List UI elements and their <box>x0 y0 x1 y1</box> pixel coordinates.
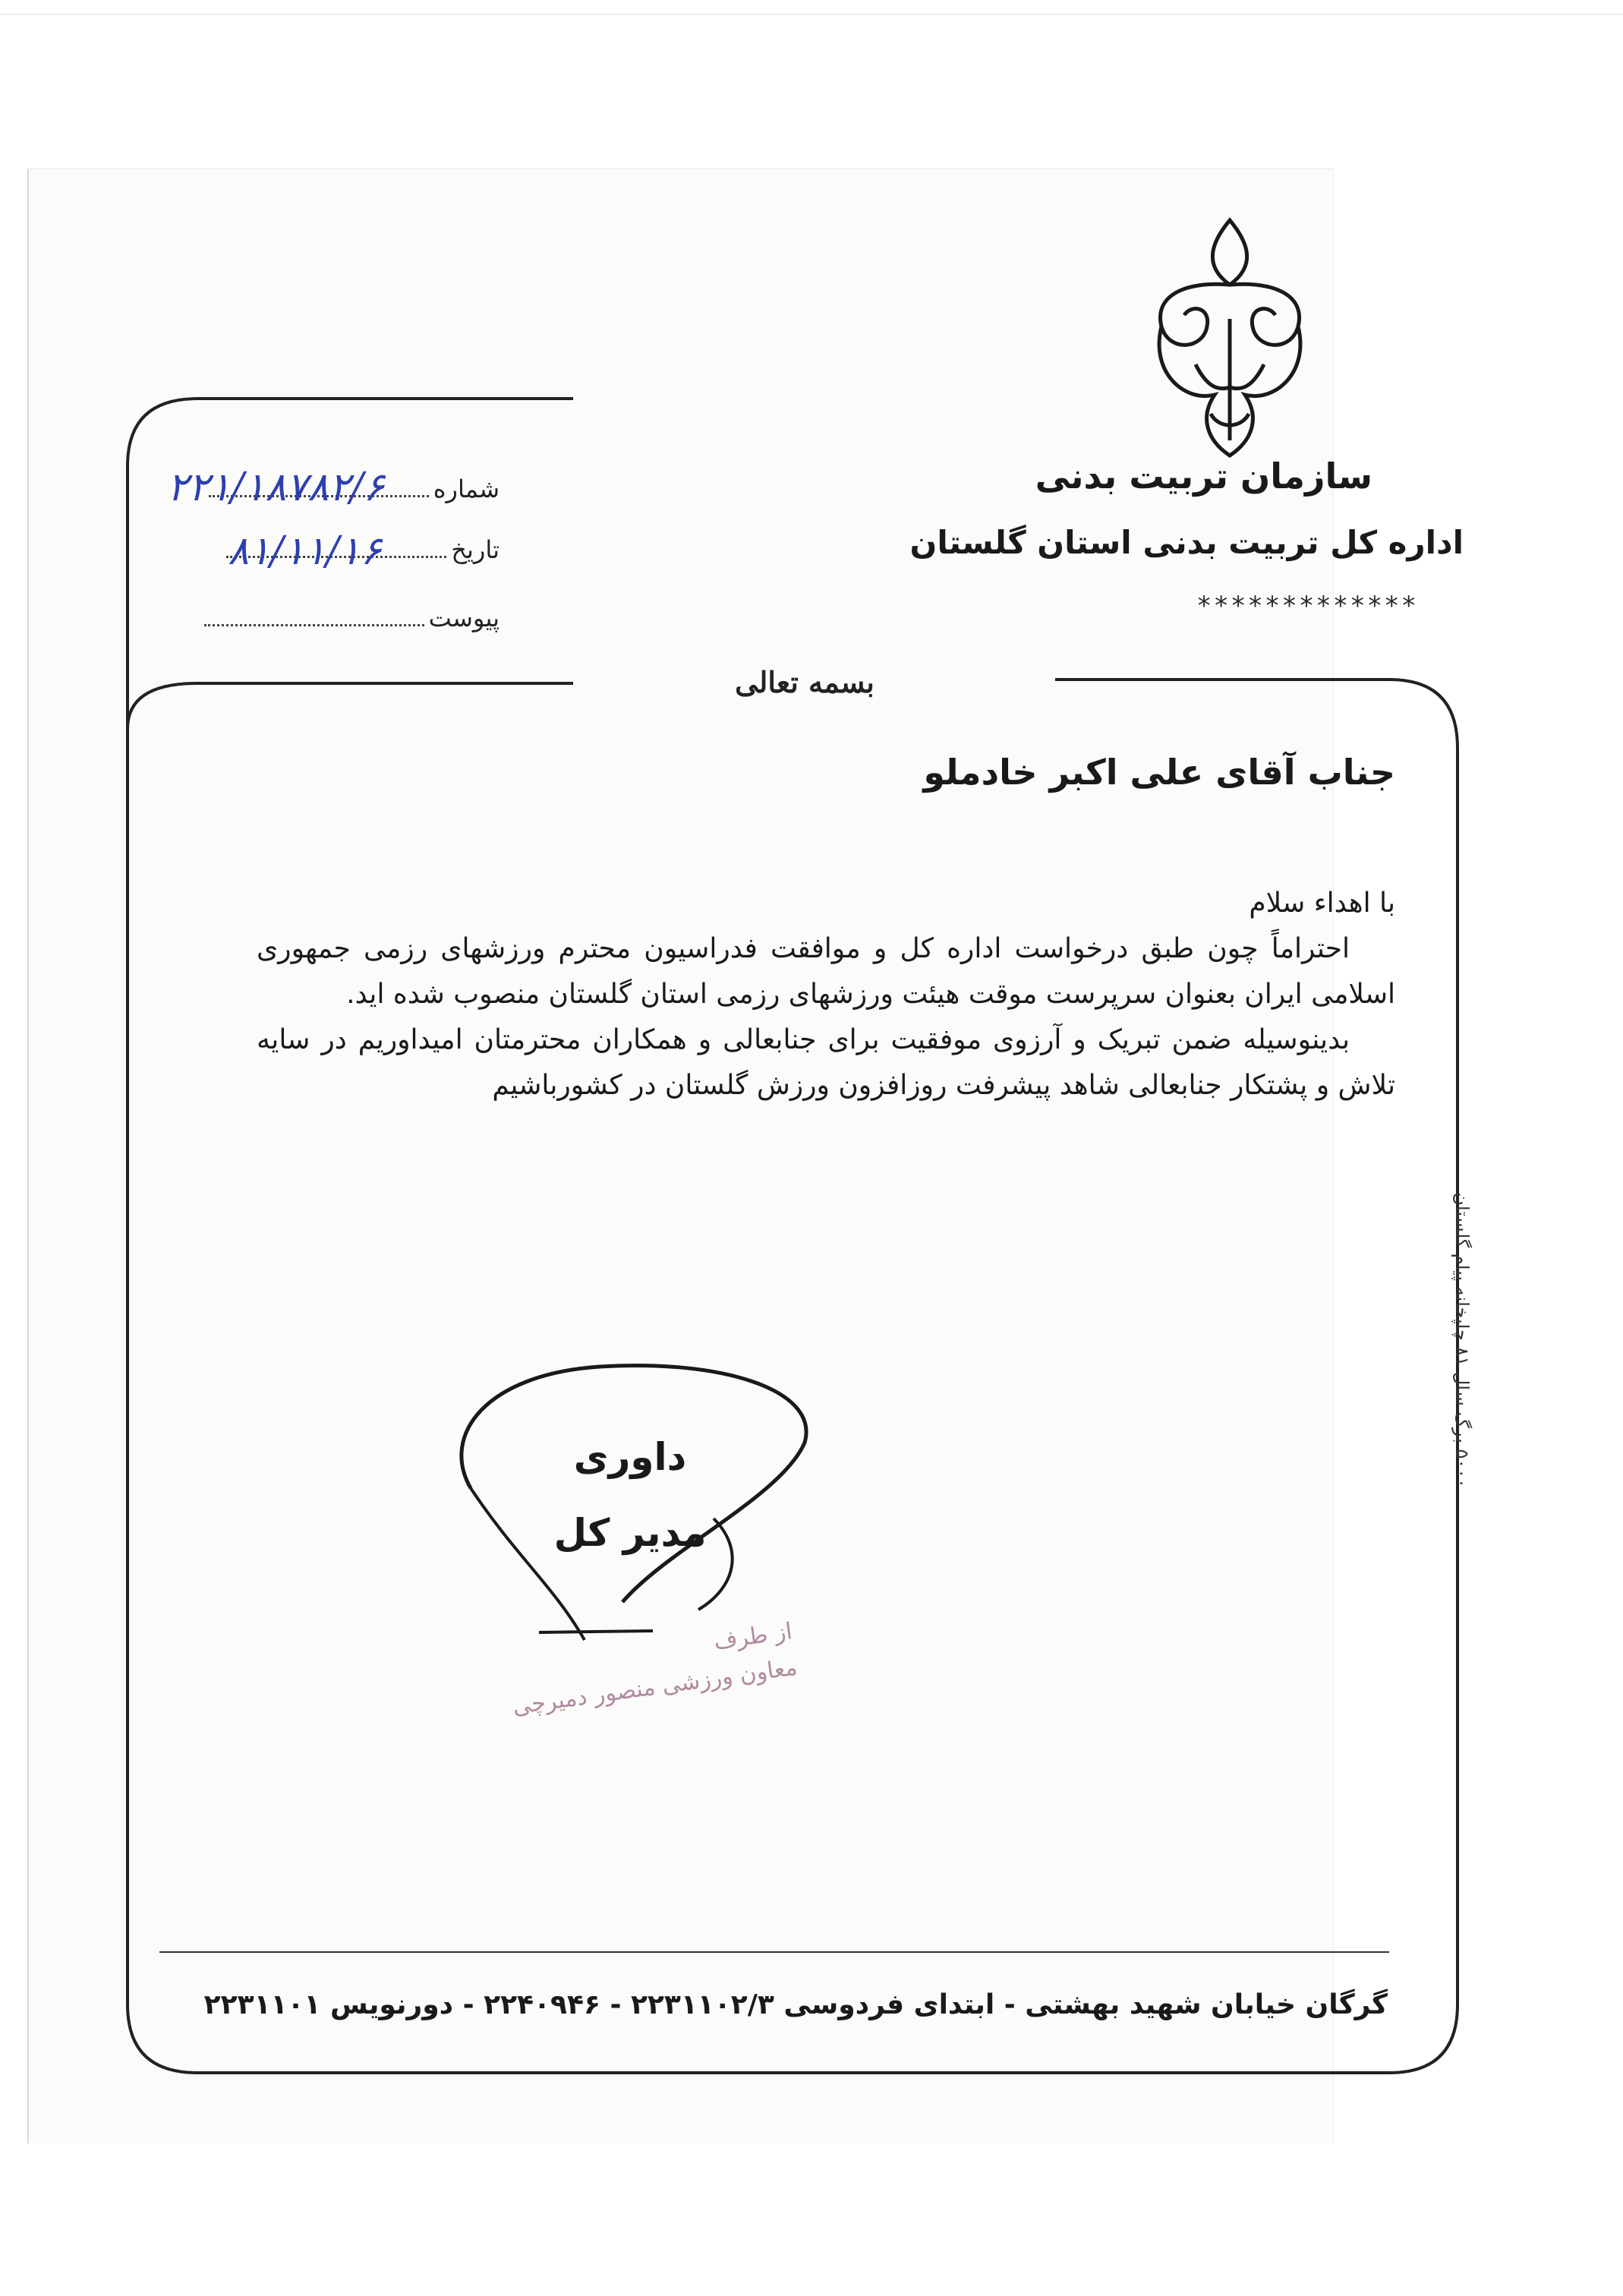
greeting: با اهداء سلام <box>1249 888 1395 919</box>
attachment-label: پیوست <box>428 604 500 632</box>
scan-top-edge <box>0 14 1623 15</box>
letter-number-label: شماره <box>433 475 500 503</box>
footer-address: گرگان خیابان شهید بهشتی - ابتدای فردوسی ۲۲۳۱۱۰۲/۳ - ۲۲۴۰۹۴۶ - دورنویس ۲۲۳۱۱۰۱ <box>203 1989 1388 2020</box>
signatory-name: داوری <box>573 1435 687 1479</box>
organization-logo <box>1139 213 1321 463</box>
letter-date-value: ۸۱/۱۱/۱۶ <box>228 528 382 574</box>
body-paragraph: احتراماً چون طبق درخواست اداره کل و موافقت فدراسیون محترم ورزشهای رزمی جمهوری اسلامی ایران بعنوان سرپرست موقت هیئت ورزشهای رزمی استان گلستان منصوب شده اید. <box>257 933 1395 1010</box>
printer-note: ۵۰۰۰ برگ سال ۸۱ چاپخانه پیام گلستان <box>1451 1192 1473 1488</box>
dotted-line <box>204 624 424 626</box>
signatory-title: مدیر کل <box>553 1511 707 1555</box>
department-name: اداره کل تربیت بدنی استان گلستان <box>909 524 1464 561</box>
letter-body <box>257 881 1395 1109</box>
stamp-line: از طرف <box>711 1617 794 1656</box>
addressee: جناب آقای علی اکبر خادملو <box>923 752 1395 793</box>
body-paragraph: بدینوسیله ضمن تبریک و آرزوی موفقیت برای جنابعالی و همکاران محترمتان امیداوریم در سایه تلاش و پشتکار جنابعالی شاهد پیشرفت روزافزون ورزش گلستان در کشورباشیم <box>257 1024 1395 1101</box>
handwritten-signature <box>425 1359 850 1648</box>
decorative-stars: ************* <box>1196 591 1418 621</box>
letter-date-label: تاریخ <box>451 535 500 564</box>
invocation-heading: بسمه تعالی <box>735 665 875 699</box>
letter-number-value: ۲۲۱/۱۸۷۸۲/۶ <box>167 465 385 510</box>
stamp-line: معاون ورزشی منصور دمیرچی <box>511 1654 799 1720</box>
attachment-field <box>204 604 500 632</box>
footer-divider <box>159 1951 1389 1953</box>
organization-name: سازمان تربیت بدنی <box>1035 456 1372 497</box>
